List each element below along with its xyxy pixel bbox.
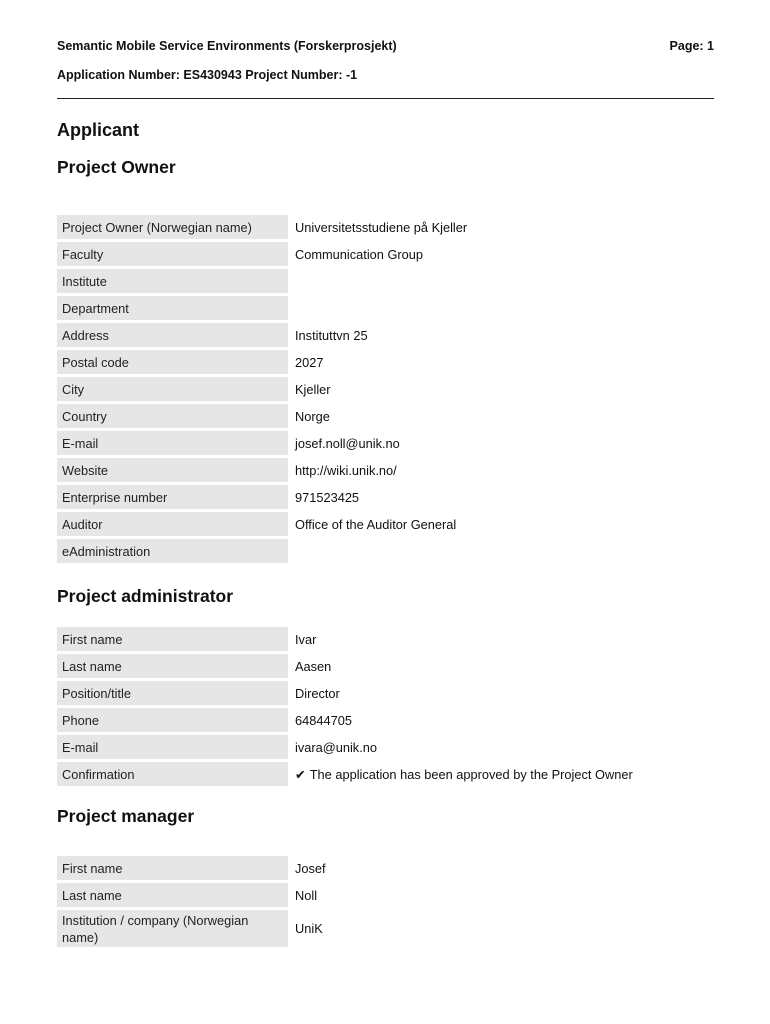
field-label: eAdministration xyxy=(57,539,288,563)
field-label: Country xyxy=(57,404,288,428)
field-label: Last name xyxy=(57,883,288,907)
project-manager-table xyxy=(57,853,714,950)
field-label: Website xyxy=(57,458,288,482)
table-row xyxy=(57,296,714,320)
field-label: Postal code xyxy=(57,350,288,374)
project-manager-heading: Project manager xyxy=(57,806,195,826)
field-value: josef.noll@unik.no xyxy=(295,435,400,451)
applicant-heading: Applicant xyxy=(57,120,140,140)
field-value: Ivar xyxy=(295,631,317,647)
field-value: Instituttvn 25 xyxy=(295,327,368,343)
project-title: Semantic Mobile Service Environments (Forskerprosjekt) xyxy=(57,39,397,53)
field-value: Aasen xyxy=(295,658,332,674)
document-header xyxy=(57,39,714,53)
table-row xyxy=(57,350,714,374)
field-value: 2027 xyxy=(295,354,324,370)
table-row xyxy=(57,539,714,563)
field-value: Universitetsstudiene på Kjeller xyxy=(295,219,468,235)
confirmation-text: The application has been approved by the Project Owner xyxy=(309,766,633,782)
field-label: First name xyxy=(57,627,288,651)
table-row xyxy=(57,485,714,509)
field-value: Noll xyxy=(295,887,318,903)
field-label: Enterprise number xyxy=(57,485,288,509)
table-row xyxy=(57,269,714,293)
field-label: Last name xyxy=(57,654,288,678)
table-row xyxy=(57,323,714,347)
field-label: City xyxy=(57,377,288,401)
field-label: Project Owner (Norwegian name) xyxy=(57,215,288,239)
field-value: Norge xyxy=(295,408,330,424)
table-row xyxy=(57,654,714,678)
field-value: UniK xyxy=(295,921,323,936)
table-row xyxy=(57,215,714,239)
field-value: Office of the Auditor General xyxy=(295,516,457,532)
field-value: Communication Group xyxy=(295,246,424,262)
field-value xyxy=(288,296,714,320)
table-row xyxy=(57,242,714,266)
table-row xyxy=(57,627,714,651)
project-administrator-table xyxy=(57,624,714,789)
project-owner-table xyxy=(57,212,714,566)
field-value: Director xyxy=(295,685,340,701)
field-label: Faculty xyxy=(57,242,288,266)
field-label: Confirmation xyxy=(57,762,288,786)
table-row xyxy=(57,883,714,907)
table-row xyxy=(57,681,714,705)
header-divider xyxy=(57,98,714,99)
table-row xyxy=(57,910,714,947)
field-label: Phone xyxy=(57,708,288,732)
table-row xyxy=(57,512,714,536)
field-value xyxy=(288,539,714,563)
table-row xyxy=(57,856,714,880)
application-number-line: Application Number: ES430943 Project Number: -1 xyxy=(57,68,358,82)
field-label: E-mail xyxy=(57,431,288,455)
field-value: 64844705 xyxy=(295,712,352,728)
field-label: Address xyxy=(57,323,288,347)
field-value xyxy=(288,269,714,293)
field-value: 971523425 xyxy=(295,489,360,505)
field-label: Position/title xyxy=(57,681,288,705)
field-value: http://wiki.unik.no/ xyxy=(295,462,397,478)
table-row xyxy=(57,431,714,455)
field-label: Institution / company (Norwegian name) xyxy=(57,910,288,947)
project-administrator-heading: Project administrator xyxy=(57,586,234,606)
confirmation-value xyxy=(288,762,714,786)
field-value: Kjeller xyxy=(295,381,331,397)
page-number: Page: 1 xyxy=(669,39,714,53)
field-label: Auditor xyxy=(57,512,288,536)
field-label: Institute xyxy=(57,269,288,293)
table-row xyxy=(57,377,714,401)
table-row xyxy=(57,762,714,786)
project-owner-heading: Project Owner xyxy=(57,157,176,177)
table-row xyxy=(57,458,714,482)
field-label: First name xyxy=(57,856,288,880)
table-row xyxy=(57,708,714,732)
table-row xyxy=(57,404,714,428)
field-value: ivara@unik.no xyxy=(295,739,377,755)
field-label: Department xyxy=(57,296,288,320)
field-label: E-mail xyxy=(57,735,288,759)
field-value: Josef xyxy=(295,860,326,876)
checkmark-icon: ✔ xyxy=(295,766,306,782)
table-row xyxy=(57,735,714,759)
